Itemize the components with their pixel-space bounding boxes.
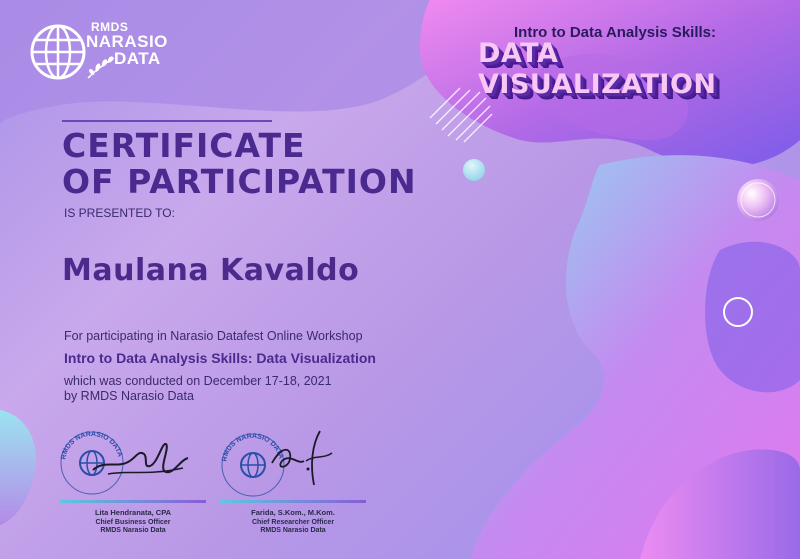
description-date: which was conducted on December 17-18, 2021 bbox=[64, 374, 332, 388]
certificate-title bbox=[62, 128, 417, 200]
description-course: Intro to Data Analysis Skills: Data Visualization bbox=[64, 350, 376, 366]
leaf-icon bbox=[84, 52, 124, 82]
description-line1: For participating in Narasio Datafest Online Workshop bbox=[64, 329, 363, 343]
signatory-role-1: Chief Business Officer bbox=[95, 519, 171, 526]
svg-text:RMDS NARASIO DATA: RMDS NARASIO DATA bbox=[60, 430, 124, 461]
description-org: by RMDS Narasio Data bbox=[64, 389, 194, 403]
signatory-org-1: RMDS Narasio Data bbox=[100, 527, 166, 534]
signatory-role-2: Chief Researcher Officer bbox=[251, 519, 335, 526]
svg-text:RMDS NARASIO DATA: RMDS NARASIO DATA bbox=[221, 432, 285, 463]
topic-title: DATA VISUALIZATION bbox=[478, 38, 717, 100]
signature-line-2 bbox=[220, 500, 366, 503]
logo-narasio: NARASIO bbox=[86, 32, 168, 51]
signatory-block-1 bbox=[60, 500, 206, 534]
signature-2 bbox=[262, 425, 342, 495]
logo-data: DATA bbox=[114, 49, 161, 68]
logo-rmds: RMDS bbox=[91, 20, 129, 34]
title-rule bbox=[62, 120, 272, 122]
rmds-logo bbox=[28, 22, 168, 84]
presented-to-label: IS PRESENTED TO: bbox=[64, 206, 175, 220]
certificate-title-line2: OF PARTICIPATION bbox=[62, 162, 417, 201]
signatory-name-1: Lita Hendranata, CPA bbox=[94, 508, 172, 517]
signature-line-1 bbox=[60, 500, 206, 503]
signatory-org-2: RMDS Narasio Data bbox=[260, 527, 326, 534]
signatory-block-2 bbox=[220, 500, 366, 534]
certificate-title-line1: CERTIFICATE bbox=[62, 126, 306, 165]
globe-icon bbox=[28, 22, 88, 82]
series-title: Intro to Data Analysis Skills: bbox=[514, 24, 716, 41]
signatory-name-2: Farida, S.Kom., M.Kom. bbox=[251, 508, 335, 517]
signature-1 bbox=[88, 430, 198, 490]
recipient-name: Maulana Kavaldo bbox=[62, 253, 360, 288]
